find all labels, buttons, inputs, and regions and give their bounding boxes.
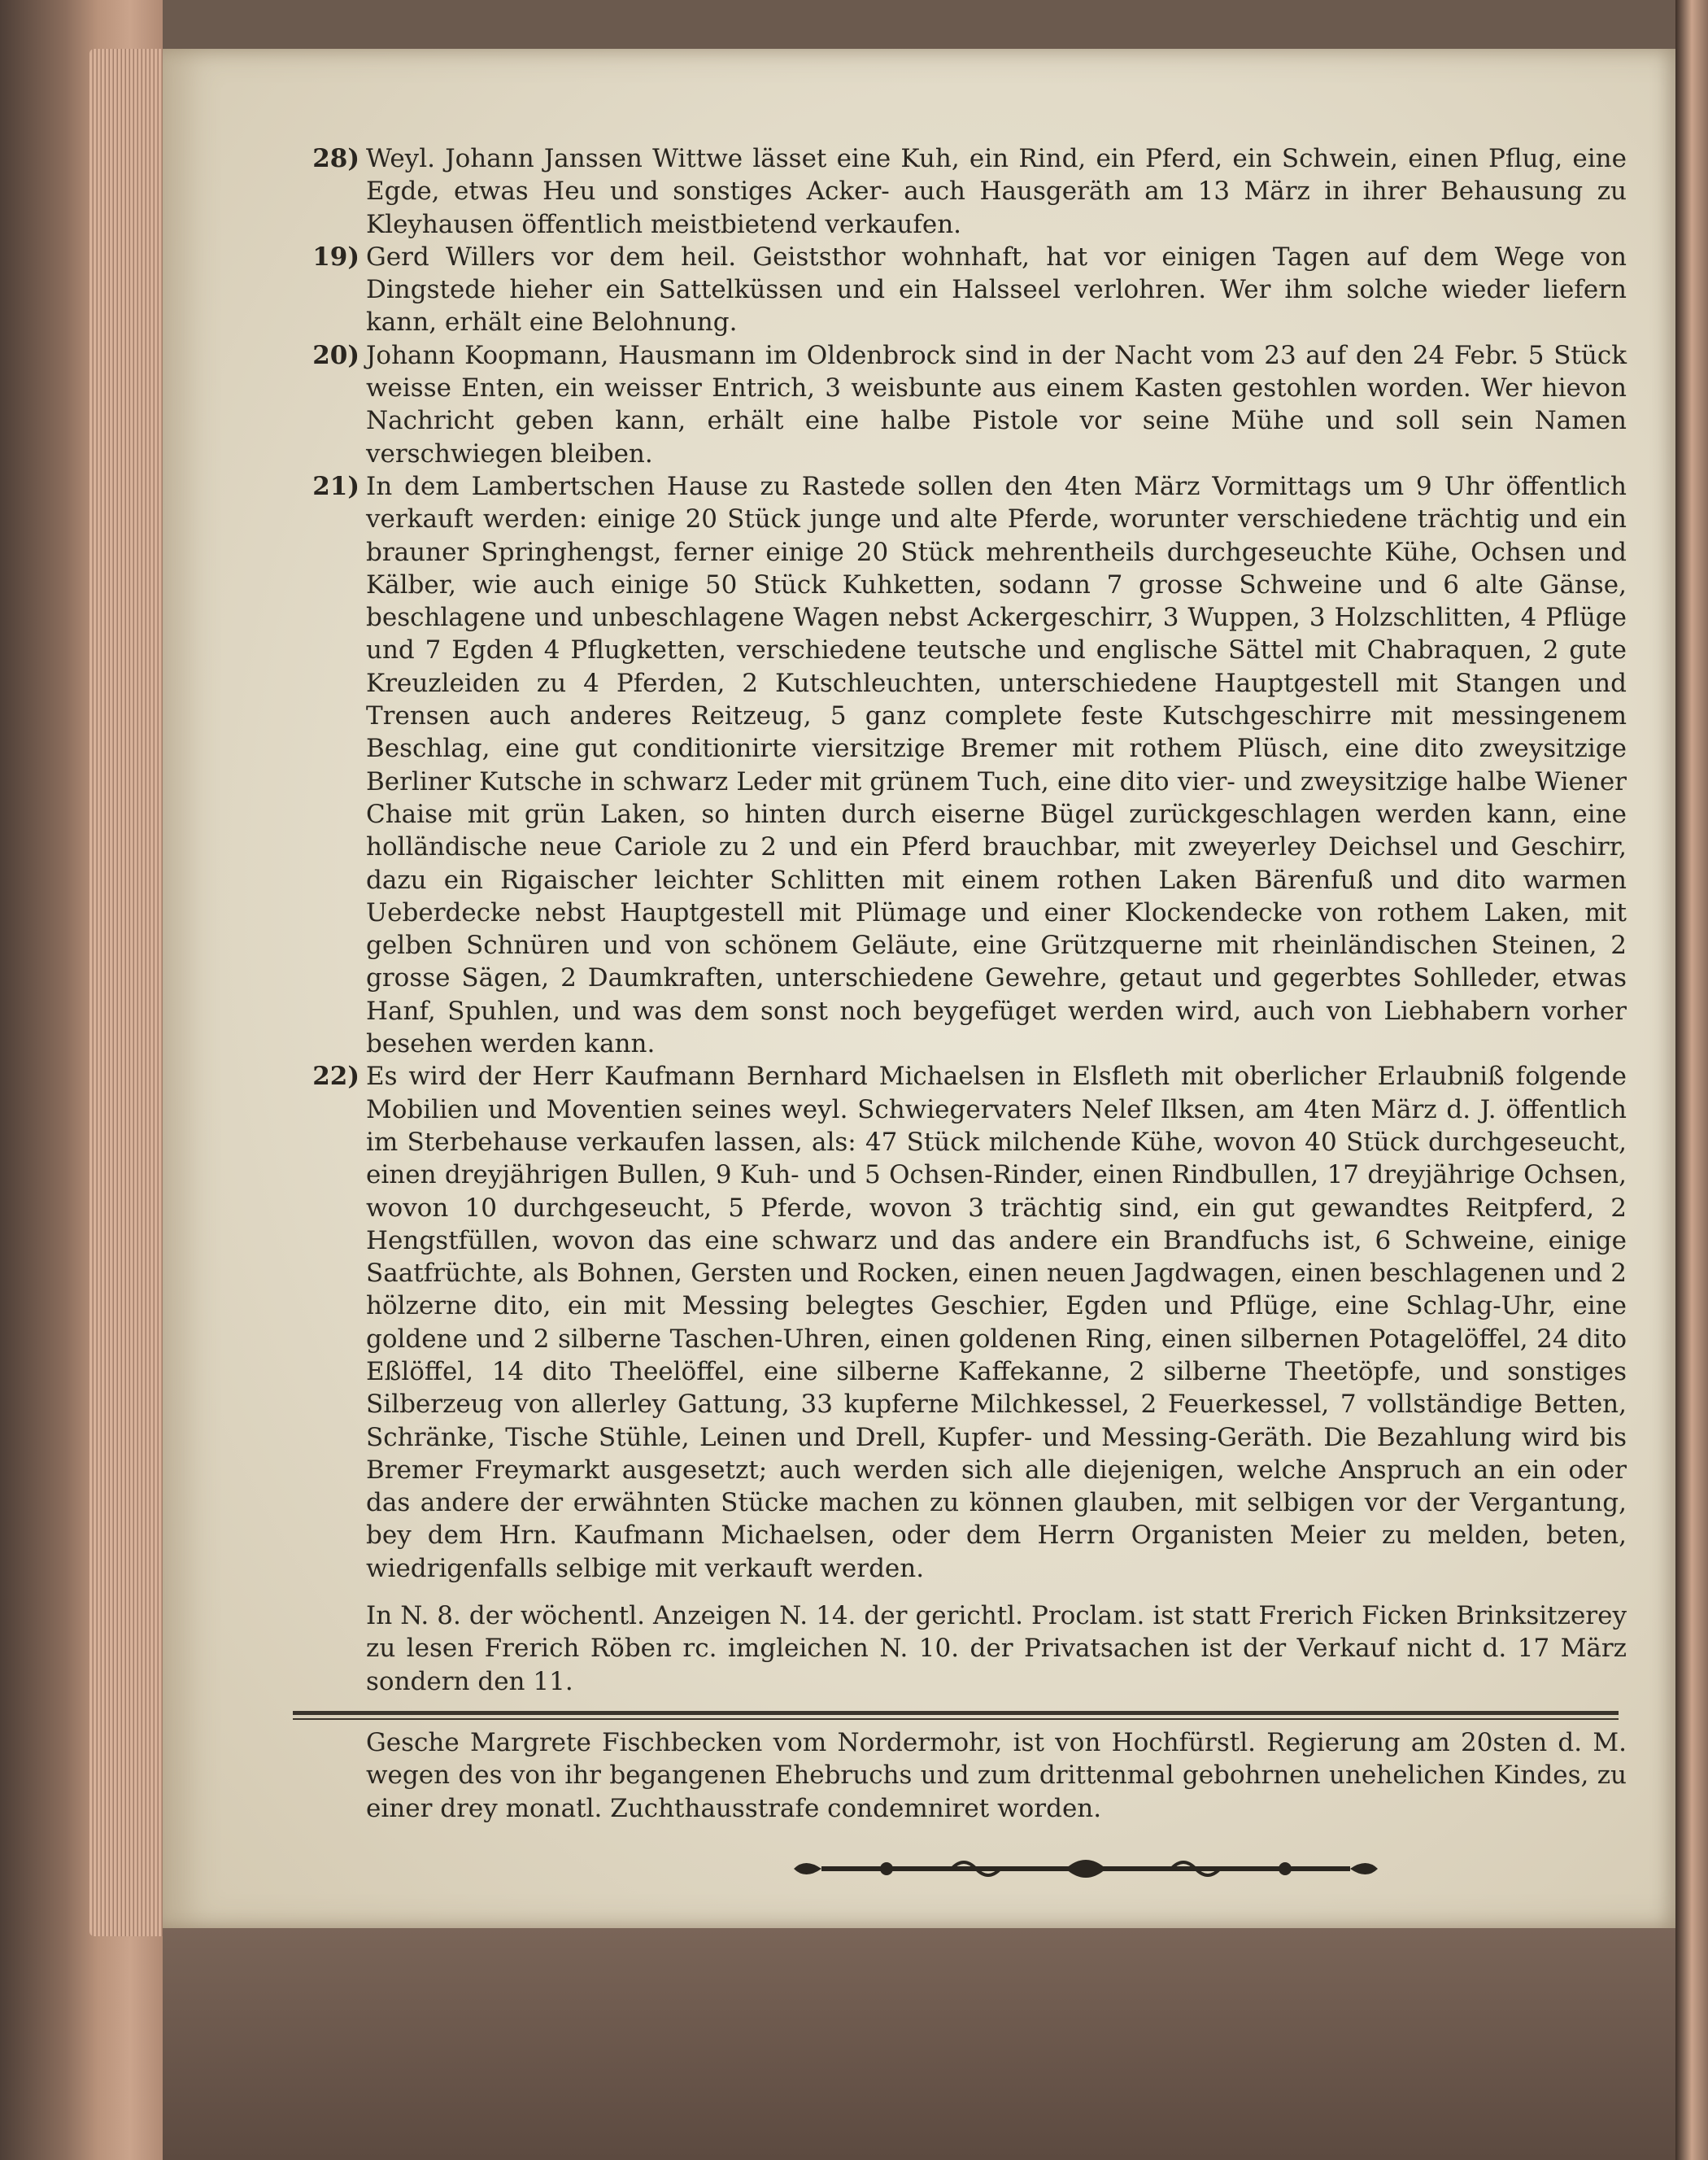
entry-number: 19) bbox=[312, 242, 359, 272]
entry-text: Weyl. Johann Janssen Wittwe lässet eine Kuh, ein Rind, ein Pferd, ein Schwein, einen Pflug, eine Egde, etwas Heu und sonstiges Acker- auch Hausgeräth am 13 März in ihrer Behausung zu Kleyhausen öffentlich meistbietend verkaufen. bbox=[366, 144, 1627, 239]
entry-text: Johann Koopmann, Hausmann im Oldenbrock sind in der Nacht vom 23 auf den 24 Febr. 5 Stück weisse Enten, ein weisser Entrich, 3 weisbunte aus einem Kasten gestohlen worden. Wer hievon Nachricht geben kann, erhält eine halbe Pistole vor seine Mühe und soll sein Namen verschwiegen bleiben. bbox=[366, 340, 1627, 469]
correction-note: In N. 8. der wöchentl. Anzeigen N. 14. der gerichtl. Proclam. ist statt Frerich Ficken Brinksitzerey zu lesen Frerich Röben rc. imgleichen N. 10. der Privatsachen ist der Verkauf nicht d. 17 März sondern den 11. bbox=[366, 1601, 1627, 1696]
book-page-stack bbox=[0, 0, 163, 2160]
entry-22 bbox=[285, 1060, 1627, 1585]
page-content bbox=[285, 142, 1627, 1893]
entry-number: 21) bbox=[312, 471, 359, 501]
entry-number: 28) bbox=[312, 144, 359, 173]
entry-text: Es wird der Herr Kaufmann Bernhard Michaelsen in Elsfleth mit oberlicher Erlaubniß folgende Mobilien und Moventien seines weyl. Schwiegervaters Nelef Ilksen, am 4ten März d. J. öffentlich im Sterbehause verkaufen lassen, als: 47 Stück milchende Kühe, wovon 40 Stück durchgeseucht, einen dreyjährigen Bullen, 9 Kuh- und 5 Ochsen-Rinder, einen Rindbullen, 17 dreyjährige Ochsen, wovon 10 durchgeseucht, 5 Pferde, wovon 3 trächtig sind, ein gut gewandtes Reitpferd, 2 Hengstfüllen, wovon das eine schwarz und das andere ein Brandfuchs ist, 6 Schweine, einige Saatfrüchte, als Bohnen, Gersten und Rocken, einen neuen Jagdwagen, einen beschlagenen und 2 hölzerne dito, ein mit Messing belegtes Geschier, Egden und Pflüge, eine Schlag-Uhr, eine goldene und 2 silberne Taschen-Uhren, einen goldenen Ring, einen silbernen Potagelöffel, 24 dito Eßlöffel, 14 dito Theelöffel, eine silberne Kaffekanne, 2 silberne Theetöpfe, und sonstiges Silberzeug von allerley Gattung, 33 kupferne Milchkessel, 2 Feuerkessel, 7 vollständige Betten, Schränke, Tische Stühle, Leinen und Drell, Kupfer- und Messing-Geräth. Die Bezahlung wird bis Bremer Freymarkt ausgesetzt; auch werden sich alle diejenigen, welche Anspruch an ein oder das andere der erwähnten Stücke machen zu können glauben, mit selbigen vor der Vergantung, bey dem Hrn. Kaufmann Michaelsen, oder dem Herrn Organisten Meier zu melden, beten, wiedrigenfalls selbige mit verkauft werden. bbox=[366, 1062, 1627, 1583]
entry-21 bbox=[285, 470, 1627, 1060]
entry-number: 20) bbox=[312, 340, 359, 370]
book-right-edge bbox=[1675, 0, 1708, 2160]
entry-text: In dem Lambertschen Hause zu Rastede sollen den 4ten März Vormittags um 9 Uhr öffentlich verkauft werden: einige 20 Stück junge und alte Pferde, worunter verschiedene trächtig und ein brauner Springhengst, ferner einige 20 Stück mehrentheils durchgeseuchte Kühe, Ochsen und Kälber, wie auch einige 50 Stück Kuhketten, sodann 7 grosse Schweine und 6 alte Gänse, beschlagene und unbeschlagene Wagen nebst Ackergeschirr, 3 Wuppen, 3 Holzschlitten, 4 Pflüge und 7 Egden 4 Pflugketten, verschiedene teutsche und englische Sättel mit Chabraquen, 2 gute Kreuzleiden zu 4 Pferden, 2 Kutschleuchten, unterschiedene Hauptgestell mit Stangen und Trensen auch anderes Reitzeug, 5 ganz complete feste Kutschgeschirre mit messingenem Beschlag, eine gut conditionirte viersitzige Bremer mit rothem Plüsch, eine dito zweysitzige Berliner Kutsche in schwarz Leder mit grünem Tuch, eine dito vier- und zweysitzige halbe Wiener Chaise mit grün Laken, so hinten durch eiserne Bügel zurückgeschlagen werden kann, eine holländische neue Cariole zu 2 und ein Pferd brauchbar, mit zweyerley Deichsel und Geschirr, dazu ein Rigaischer leichter Schlitten mit einem rothen Laken Bärenfuß und dito warmen Ueberdecke nebst Hauptgestell mit Plümage und einer Klockendecke von rothem Laken, mit gelben Schnüren und von schönem Geläute, eine Grützquerne mit rheinländischen Steinen, 2 grosse Sägen, 2 Daumkraften, unterschiedene Gewehre, getaut und gegerbtes Sohlleder, etwas Hanf, Spuhlen, und was dem sonst noch beygefüget werden wird, auch von Liebhabern vorher besehen werden kann. bbox=[366, 471, 1627, 1059]
document-page bbox=[163, 49, 1675, 1928]
section-divider bbox=[293, 1711, 1619, 1715]
entry-19 bbox=[285, 241, 1627, 339]
court-notice: Gesche Margrete Fischbecken vom Nordermohr, ist von Hochfürstl. Regierung am 20sten d. M. wegen des von ihr begangenen Ehebruchs und zum drittenmal gebohrnen unehelichen Kindes, zu einer drey monatl. Zuchthausstrafe condemniret worden. bbox=[366, 1727, 1627, 1823]
book-bottom-edge bbox=[163, 1928, 1675, 2160]
entry-text: Gerd Willers vor dem heil. Geiststhor wohnhaft, hat vor einigen Tagen auf dem Wege von Dingstede hieher ein Sattelküssen und ein Halsseel verlohren. Wer ihm solche wieder liefern kann, erhält eine Belohnung. bbox=[366, 242, 1627, 338]
ornament-icon bbox=[789, 1852, 1383, 1885]
page-edges bbox=[89, 49, 167, 1936]
entry-20 bbox=[285, 339, 1627, 470]
section-divider-thin bbox=[293, 1718, 1619, 1720]
entry-28 bbox=[285, 142, 1627, 241]
entry-number: 22) bbox=[312, 1062, 359, 1092]
